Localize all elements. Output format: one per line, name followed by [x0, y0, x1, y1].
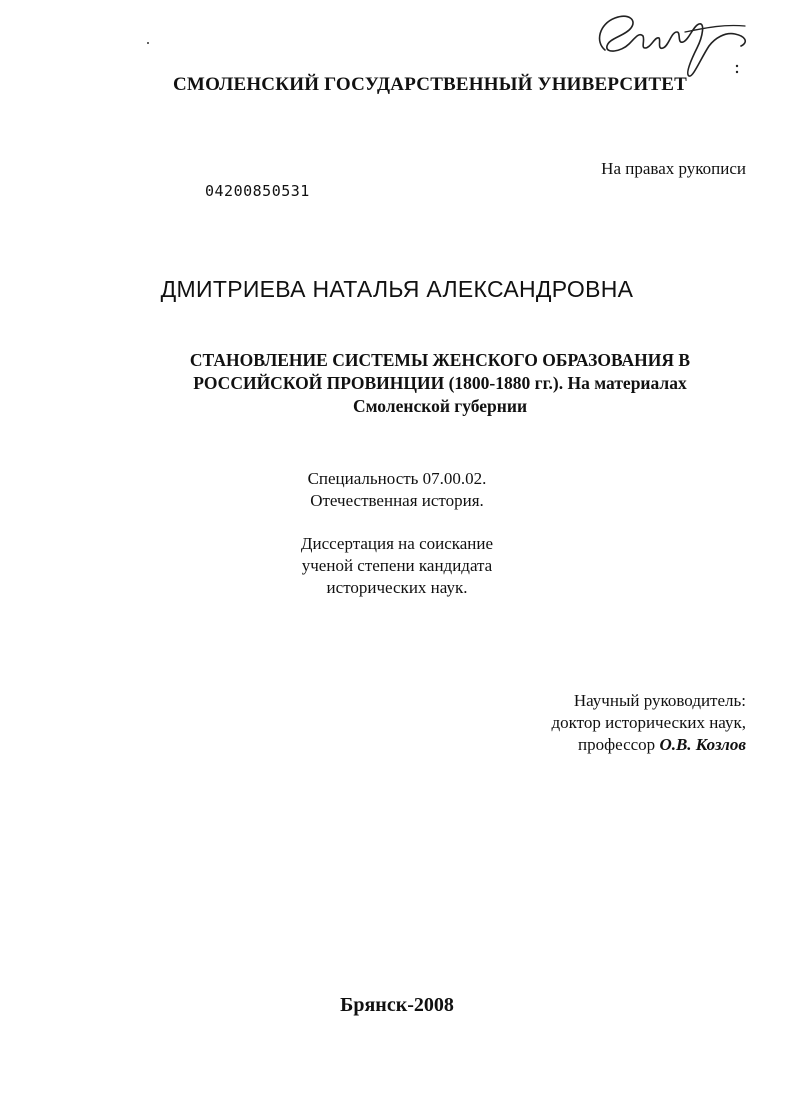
supervisor-position-line: [551, 734, 746, 756]
degree-line: исторических наук.: [326, 578, 468, 597]
supervisor-position: профессор: [578, 735, 656, 754]
university-name: СМОЛЕНСКИЙ ГОСУДАРСТВЕННЫЙ УНИВЕРСИТЕТ: [173, 74, 687, 95]
title-line: СТАНОВЛЕНИЕ СИСТЕМЫ ЖЕНСКОГО ОБРАЗОВАНИЯ В: [189, 350, 691, 370]
degree-line: Диссертация на соискание: [300, 534, 494, 553]
supervisor-block: [551, 690, 746, 756]
degree-block: [0, 533, 794, 599]
specialty-block: [0, 468, 794, 512]
supervisor-label: Научный руководитель:: [573, 691, 746, 710]
degree-line: ученой степени кандидата: [301, 556, 493, 575]
title-line: Смоленской губернии: [352, 396, 528, 416]
dissertation-title: [150, 349, 730, 418]
supervisor-degree: доктор исторических наук,: [551, 713, 746, 732]
author-name: ДМИТРИЕВА НАТАЛЬЯ АЛЕКСАНДРОВНА: [160, 276, 634, 302]
registration-number: 04200850531: [205, 182, 310, 200]
handwritten-signature-icon: [585, 2, 765, 82]
city-year: Брянск-2008: [340, 994, 454, 1016]
title-line: РОССИЙСКОЙ ПРОВИНЦИИ (1800-1880 гг.). На материалах: [193, 373, 687, 393]
speck-mark: [147, 42, 149, 44]
rights-note: На правах рукописи: [601, 159, 746, 178]
supervisor-name: О.В. Козлов: [659, 735, 746, 754]
specialty-code: Специальность 07.00.02.: [307, 469, 487, 488]
specialty-name: Отечественная история.: [310, 491, 484, 510]
